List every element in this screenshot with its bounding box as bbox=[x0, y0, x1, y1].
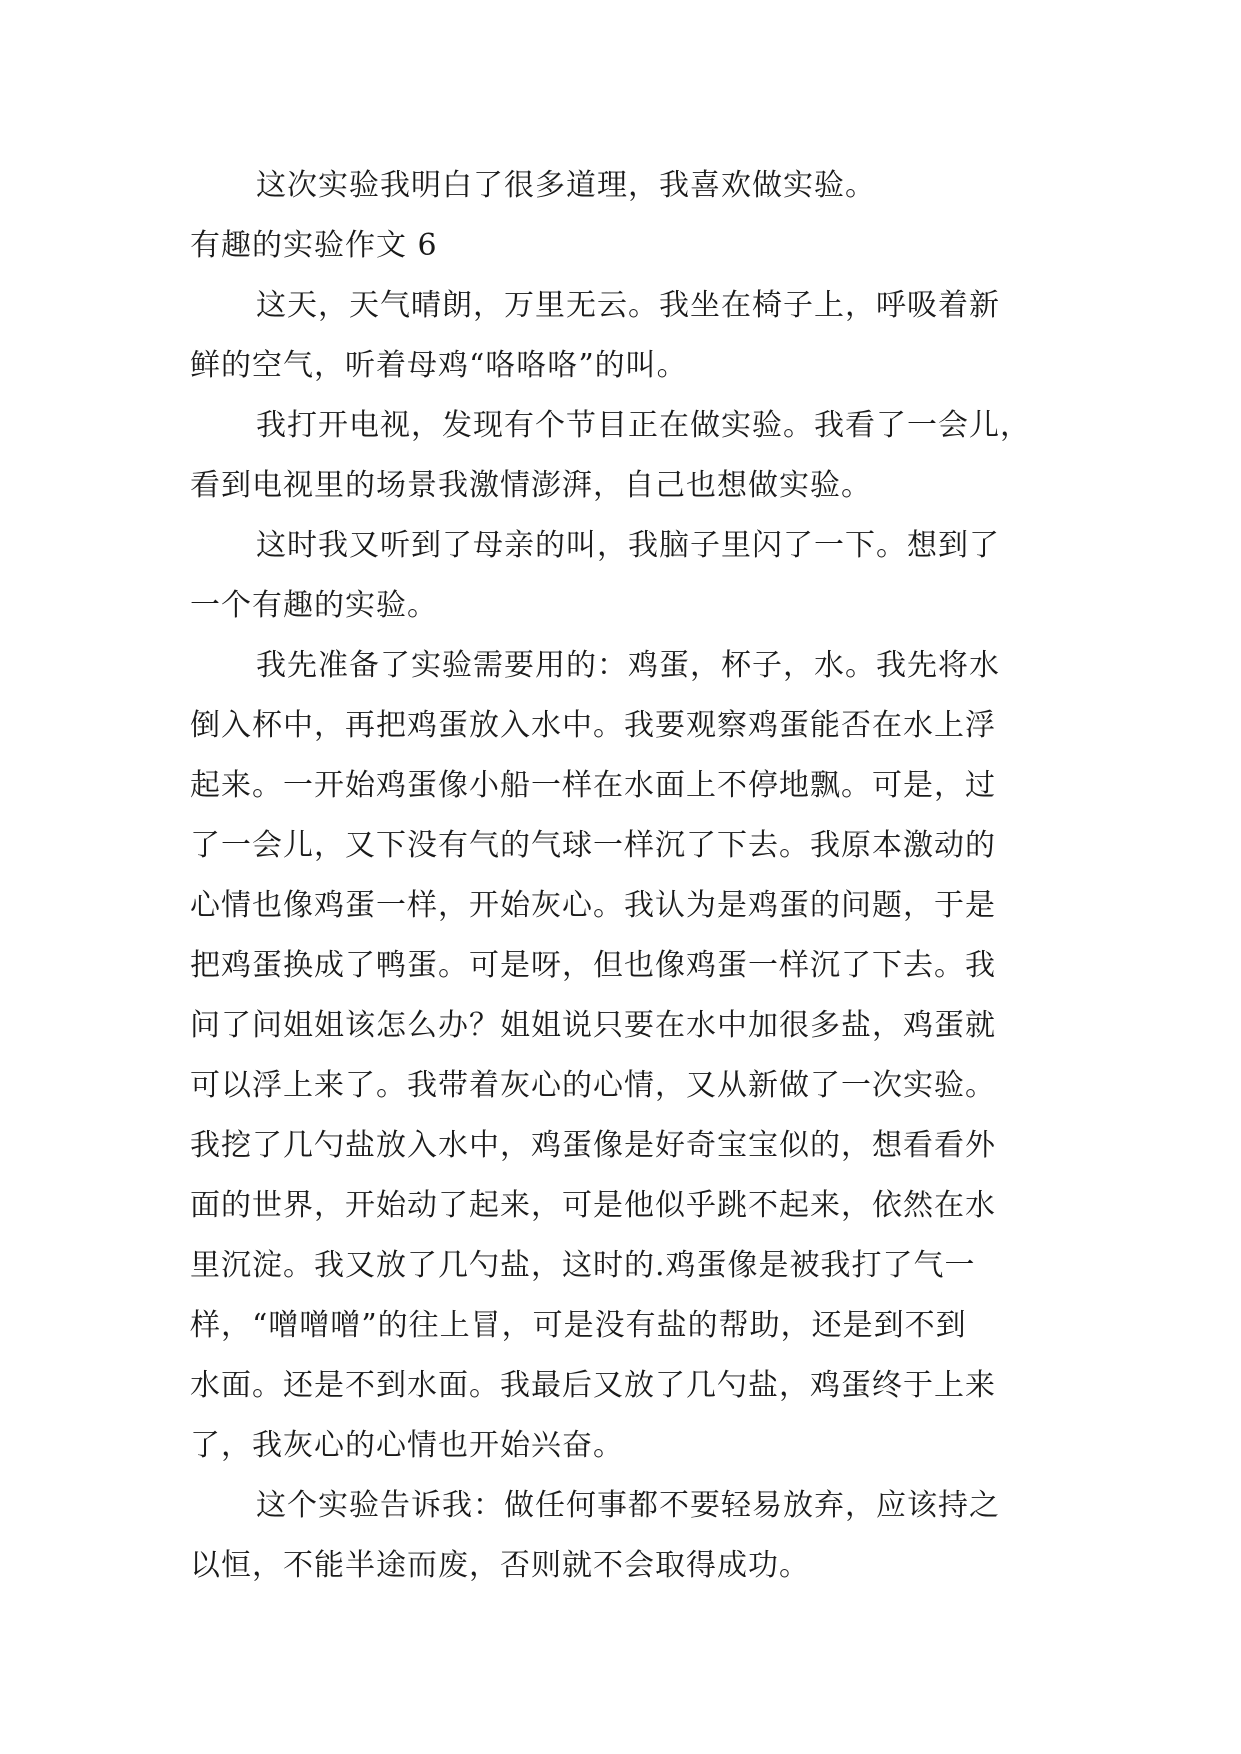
text-line: 心情也像鸡蛋一样，开始灰心。我认为是鸡蛋的问题，于是 bbox=[190, 888, 996, 923]
text-line: 这时我又听到了母亲的叫，我脑子里闪了一下。想到了 bbox=[256, 528, 1000, 563]
text-line: 我打开电视，发现有个节目正在做实验。我看了一会儿， bbox=[256, 408, 1031, 443]
text-line: 倒入杯中，再把鸡蛋放入水中。我要观察鸡蛋能否在水上浮 bbox=[190, 708, 996, 743]
text-line: 这个实验告诉我：做任何事都不要轻易放弃，应该持之 bbox=[256, 1488, 1000, 1523]
text-line: 把鸡蛋换成了鸭蛋。可是呀，但也像鸡蛋一样沉了下去。我 bbox=[190, 948, 996, 983]
text-line: 起来。一开始鸡蛋像小船一样在水面上不停地飘。可是，过 bbox=[190, 768, 996, 803]
text-line: 以恒，不能半途而废，否则就不会取得成功。 bbox=[190, 1548, 810, 1583]
text-line: 一个有趣的实验。 bbox=[190, 588, 438, 623]
text-line: 样，“噌噌噌”的往上冒，可是没有盐的帮助，还是到不到 bbox=[190, 1308, 967, 1343]
text-line: 看到电视里的场景我激情澎湃，自己也想做实验。 bbox=[190, 468, 872, 503]
text-line: 面的世界，开始动了起来，可是他似乎跳不起来，依然在水 bbox=[190, 1188, 996, 1223]
text-line: 这次实验我明白了很多道理，我喜欢做实验。 bbox=[256, 168, 876, 203]
section-heading: 有趣的实验作文 6 bbox=[190, 228, 438, 263]
text-line: 问了问姐姐该怎么办？姐姐说只要在水中加很多盐，鸡蛋就 bbox=[190, 1008, 996, 1043]
text-line: 了一会儿，又下没有气的气球一样沉了下去。我原本激动的 bbox=[190, 828, 996, 863]
text-line: 我先准备了实验需要用的：鸡蛋，杯子，水。我先将水 bbox=[256, 648, 1000, 683]
text-line: 可以浮上来了。我带着灰心的心情，又从新做了一次实验。 bbox=[190, 1068, 996, 1103]
text-line: 水面。还是不到水面。我最后又放了几勺盐，鸡蛋终于上来 bbox=[190, 1368, 996, 1403]
text-line: 这天，天气晴朗，万里无云。我坐在椅子上，呼吸着新 bbox=[256, 288, 1000, 323]
text-line: 里沉淀。我又放了几勺盐，这时的.鸡蛋像是被我打了气一 bbox=[190, 1248, 976, 1283]
text-line: 了，我灰心的心情也开始兴奋。 bbox=[190, 1428, 624, 1463]
text-line: 鲜的空气，听着母鸡“咯咯咯”的叫。 bbox=[190, 348, 688, 383]
text-line: 我挖了几勺盐放入水中，鸡蛋像是好奇宝宝似的，想看看外 bbox=[190, 1128, 996, 1163]
